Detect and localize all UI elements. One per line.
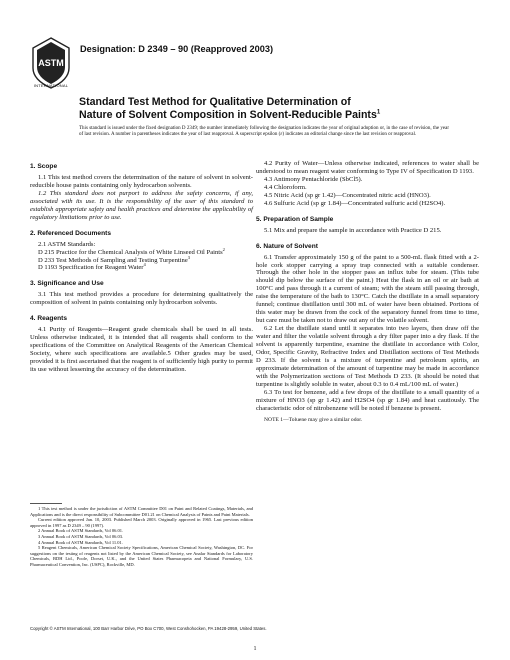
section-referenced-docs-heading: 2. Referenced Documents: [30, 229, 111, 237]
footnote-divider: [30, 503, 62, 504]
copyright-line: Copyright © ASTM International, 100 Barr Harbor Drive, PO Box C700, West Conshohocken, PA 19428-2959, United States.: [30, 626, 267, 631]
para-1-2: 1.2 This standard does not purport to address the safety concerns, if any, associated with its use. It is the responsibility of the user of this standard to establish appropriate safety and health practices and determine the applicability of regulatory limitations prior to use.: [30, 189, 253, 221]
designation: Designation: D 2349 – 90 (Reapproved 2003): [80, 44, 274, 54]
section-reagents-heading: 4. Reagents: [30, 315, 68, 323]
para-4-1: 4.1 Purity of Reagents—Reagent grade chemicals shall be used in all tests. Unless otherwise indicated, it is intended that all reagents shall conform to the specifications of the Committee on Analytical Reagents of the American Chemical Society, where such specifications are available.5 Other grades may be used, provided it is first ascertained that the reagent is of sufficiently high purity to permit its use without lessening the accuracy of the determination.: [30, 326, 253, 374]
section-preparation-heading: 5. Preparation of Sample: [256, 215, 334, 223]
page-number: 1: [253, 646, 257, 652]
footnotes: [30, 506, 253, 568]
document-title: [79, 96, 449, 121]
footnote-2: 2 Annual Book of ASTM Standards, Vol 06.01.: [38, 528, 124, 534]
para-4-5: 4.5 Nitric Acid (sp gr 1.42)—Concentrated nitric acid (HNO3).: [264, 191, 431, 199]
para-2-1: 2.1 ASTM Standards:: [38, 240, 96, 248]
para-6-3: 6.3 To test for benzene, add a few drops of the distillate to a small quantity of a mixture of HNO3 (sp gr 1.42) and H2SO4 (sp gr 1.84) and heat cautiously. The characteristic odor of nitrobenzene will be noted if benzene is present.: [256, 388, 479, 412]
title-line-2: Nature of Solvent Composition in Solvent-Reducible Paints$^1$: [79, 108, 381, 121]
section-scope-heading: 1. Scope: [30, 163, 58, 170]
section-nature-of-solvent-heading: 6. Nature of Solvent: [256, 242, 318, 250]
para-4-4: 4.4 Chloroform.: [264, 183, 307, 191]
para-3-1: 3.1 This test method provides a procedure for determining qualitatively the composition of solvent in paints containing only hydrocarbon solvents.: [30, 291, 253, 307]
title-line-1: Standard Test Method for Qualitative Determination of: [79, 96, 351, 108]
logo-subtitle: INTERNATIONAL: [33, 83, 69, 88]
footnote-3: 3 Annual Book of ASTM Standards, Vol 06.03.: [38, 533, 124, 539]
para-5-1: 5.1 Mix and prepare the sample in accordance with Practice D 215.: [264, 226, 442, 234]
para-4-6: 4.6 Sulfuric Acid (sp gr 1.84)—Concentrated sulfuric acid (H2SO4).: [264, 199, 446, 207]
para-1-1: 1.1 This test method covers the determination of the nature of solvent in solvent-reducible house paints containing only hydrocarbon solvents.: [30, 173, 253, 189]
note-1: NOTE 1—Toluene may give a similar odor.: [264, 416, 363, 423]
para-6-1: 6.1 Transfer approximately 150 g of the paint to a 500-mL flask fitted with a 2-hole cork stopper carrying a spray trap connected with a suitable condenser. Through the other hole in the stopper pass an influx tube for steam. (This tube should dip below the surface of the paint.) Heat the flask in an oil or air bath at 100°C and pass through it a current of steam; with the steam still passing through, raise the temperature of the bath to 130°C. Catch the distillate in a small separatory funnel; continue distillation until 300 mL of water have been obtained. Portions of this water may be drawn from the cock of the separatory funnel from time to time, but care must be taken not to draw out any of the volatile solvent.: [256, 253, 479, 325]
right-column: [256, 160, 479, 425]
astm-logo: [30, 36, 72, 90]
para-6-2: 6.2 Let the distillate stand until it separates into two layers, then draw off the water and filter the volatile solvent through a dry filter paper into a dry flask. If the solvent is apparently turpentine, examine the distillate in accordance with Color, Odor, Specific Gravity, Refractive Index and Distillation sections of Test Methods D 233. If the solvent is a mixture of turpentine and petroleum spirits, an approximate determination of the amount of turpentine may be made in accordance with the Polymerization sections of Test Methods D 233. (It should be noted that turpentine is slightly soluble in water, about 0.3 to 0.4 mL/100 mL of water.): [256, 325, 479, 388]
para-4-2: 4.2 Purity of Water—Unless otherwise indicated, references to water shall be understood to mean reagent water conforming to Type IV of Specification D 1193.: [256, 160, 479, 175]
title-footnote-mark: 1: [376, 108, 381, 115]
svg-text:ASTM: ASTM: [38, 58, 64, 68]
footnote-5: 5 Reagent Chemicals, American Chemical Society Specifications, American Chemical Society, Washington, DC. For suggestions on the testing of reagents not listed by the American Chemical Society, see Analar Standards for Laboratory Chemicals, BDH Ltd., Poole, Dorset, U.K., and the United States Pharmacopeia and National Formulary, U.S. Pharmaceutical Convention, Inc. (USPC), Rockville, MD.: [30, 545, 253, 567]
para-4-3: 4.3 Antimony Pentachloride (SbCl5).: [264, 175, 363, 183]
left-column: [30, 160, 253, 374]
footnote-1-dates: Current edition approved Jan. 10, 2003. Published March 2003. Originally approved in 1965. Last previous edition approved in 1997 as D 2349 – 90 (1997).: [30, 517, 253, 528]
reference-d1193: D 1193 Specification for Reagent Water$^4$: [38, 262, 146, 272]
footnote-4: 4 Annual Book of ASTM Standards, Vol 11.01.: [38, 539, 123, 545]
reference-d215: D 215 Practice for the Chemical Analysis of White Linseed Oil Paints$^2$: [38, 246, 225, 256]
intro-paragraph: This standard is issued under the fixed designation D 2349; the number immediately following the designation indicates the year of original adoption or, in the case of revision, the year of last revision. A number in parentheses indicates the year of last reapproval. A superscript epsilon (ε) indicates an editorial change since the last revision or reapproval.: [79, 126, 449, 138]
reference-d233: D 233 Test Methods of Sampling and Testing Turpentine$^3$: [38, 254, 191, 264]
section-significance-heading: 3. Significance and Use: [30, 280, 104, 288]
footnote-1: 1 This test method is under the jurisdiction of ASTM Committee D01 on Paint and Related Coatings, Materials, and Applications and is the direct responsibility of Subcommittee D01.21 on Chemical Analysis of Paints and Paint Materials.: [30, 506, 253, 517]
